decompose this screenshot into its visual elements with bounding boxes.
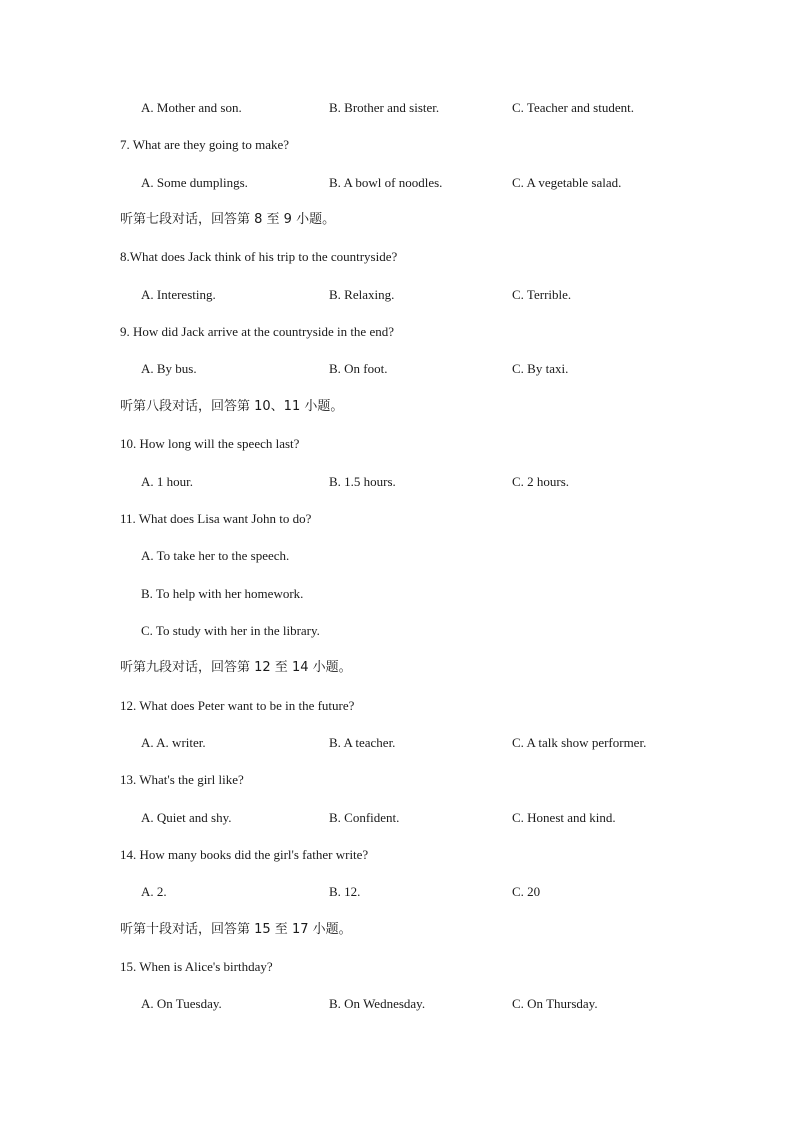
- option-b: B. Confident.: [329, 809, 400, 825]
- option-row: [0, 882, 794, 902]
- option-line: [0, 546, 794, 566]
- option-line: [0, 584, 794, 604]
- question-line: [0, 247, 794, 267]
- question-line: [0, 434, 794, 454]
- section-text: 听第九段对话，回答第 12 至 14 小题。: [120, 660, 352, 676]
- option-text: A. To take her to the speech.: [141, 548, 290, 564]
- option-c: C. By taxi.: [512, 361, 569, 377]
- option-b: B. Relaxing.: [329, 286, 395, 302]
- question-line: [0, 696, 794, 716]
- option-row: [0, 98, 794, 118]
- option-row: [0, 808, 794, 828]
- option-a: A. On Tuesday.: [141, 996, 222, 1012]
- option-a: A. 2.: [141, 884, 167, 900]
- option-row: [0, 173, 794, 193]
- option-line: [0, 621, 794, 641]
- option-row: [0, 472, 794, 492]
- section-instruction: [0, 658, 794, 678]
- question-line: [0, 135, 794, 155]
- section-text: 听第十段对话，回答第 15 至 17 小题。: [120, 921, 352, 937]
- option-a: A. Mother and son.: [141, 100, 242, 115]
- option-text: B. To help with her homework.: [141, 585, 304, 601]
- section-instruction: [0, 920, 794, 940]
- option-b: B. Brother and sister.: [329, 100, 440, 115]
- option-c: C. Teacher and student.: [512, 100, 634, 115]
- question-text: 11. What does Lisa want John to do?: [120, 510, 312, 526]
- option-row: [0, 359, 794, 379]
- question-line: [0, 845, 794, 865]
- question-text: 13. What's the girl like?: [120, 772, 244, 788]
- option-b: B. On foot.: [329, 361, 388, 377]
- option-a: A. Quiet and shy.: [141, 809, 232, 825]
- option-a: A. 1 hour.: [141, 473, 193, 489]
- section-instruction: [0, 397, 794, 417]
- option-c: C. 2 hours.: [512, 473, 570, 489]
- option-c: C. Terrible.: [512, 286, 572, 302]
- question-text: 15. When is Alice's birthday?: [120, 959, 273, 975]
- option-c: C. Honest and kind.: [512, 809, 616, 825]
- question-text: 7. What are they going to make?: [120, 137, 290, 153]
- option-a: A. Some dumplings.: [141, 174, 248, 190]
- option-b: B. A teacher.: [329, 735, 396, 750]
- section-text: 听第七段对话，回答第 8 至 9 小题。: [120, 212, 336, 228]
- option-b: B. On Wednesday.: [329, 996, 426, 1012]
- option-c: C. A talk show performer.: [512, 735, 647, 750]
- option-c: C. On Thursday.: [512, 996, 598, 1012]
- question-text: 12. What does Peter want to be in the future?: [120, 697, 355, 713]
- section-instruction: [0, 210, 794, 230]
- option-b: B. 12.: [329, 884, 361, 900]
- question-text: 8.What does Jack think of his trip to the countryside?: [120, 249, 398, 265]
- option-row: [0, 733, 794, 753]
- question-line: [0, 957, 794, 977]
- option-row: [0, 994, 794, 1014]
- question-text: 10. How long will the speech last?: [120, 436, 300, 452]
- option-c: C. 20: [512, 884, 541, 900]
- option-b: B. A bowl of noodles.: [329, 174, 443, 190]
- question-line: [0, 509, 794, 529]
- question-line: [0, 770, 794, 790]
- option-c: C. A vegetable salad.: [512, 174, 622, 190]
- option-a: A. By bus.: [141, 361, 197, 377]
- option-row: [0, 285, 794, 305]
- option-b: B. 1.5 hours.: [329, 473, 396, 489]
- option-a: A. A. writer.: [141, 735, 206, 750]
- option-text: C. To study with her in the library.: [141, 622, 320, 638]
- question-text: 14. How many books did the girl's father write?: [120, 847, 369, 862]
- question-text: 9. How did Jack arrive at the countryside in the end?: [120, 324, 394, 340]
- question-line: [0, 322, 794, 342]
- section-text: 听第八段对话，回答第 10、11 小题。: [120, 398, 344, 414]
- option-a: A. Interesting.: [141, 286, 216, 302]
